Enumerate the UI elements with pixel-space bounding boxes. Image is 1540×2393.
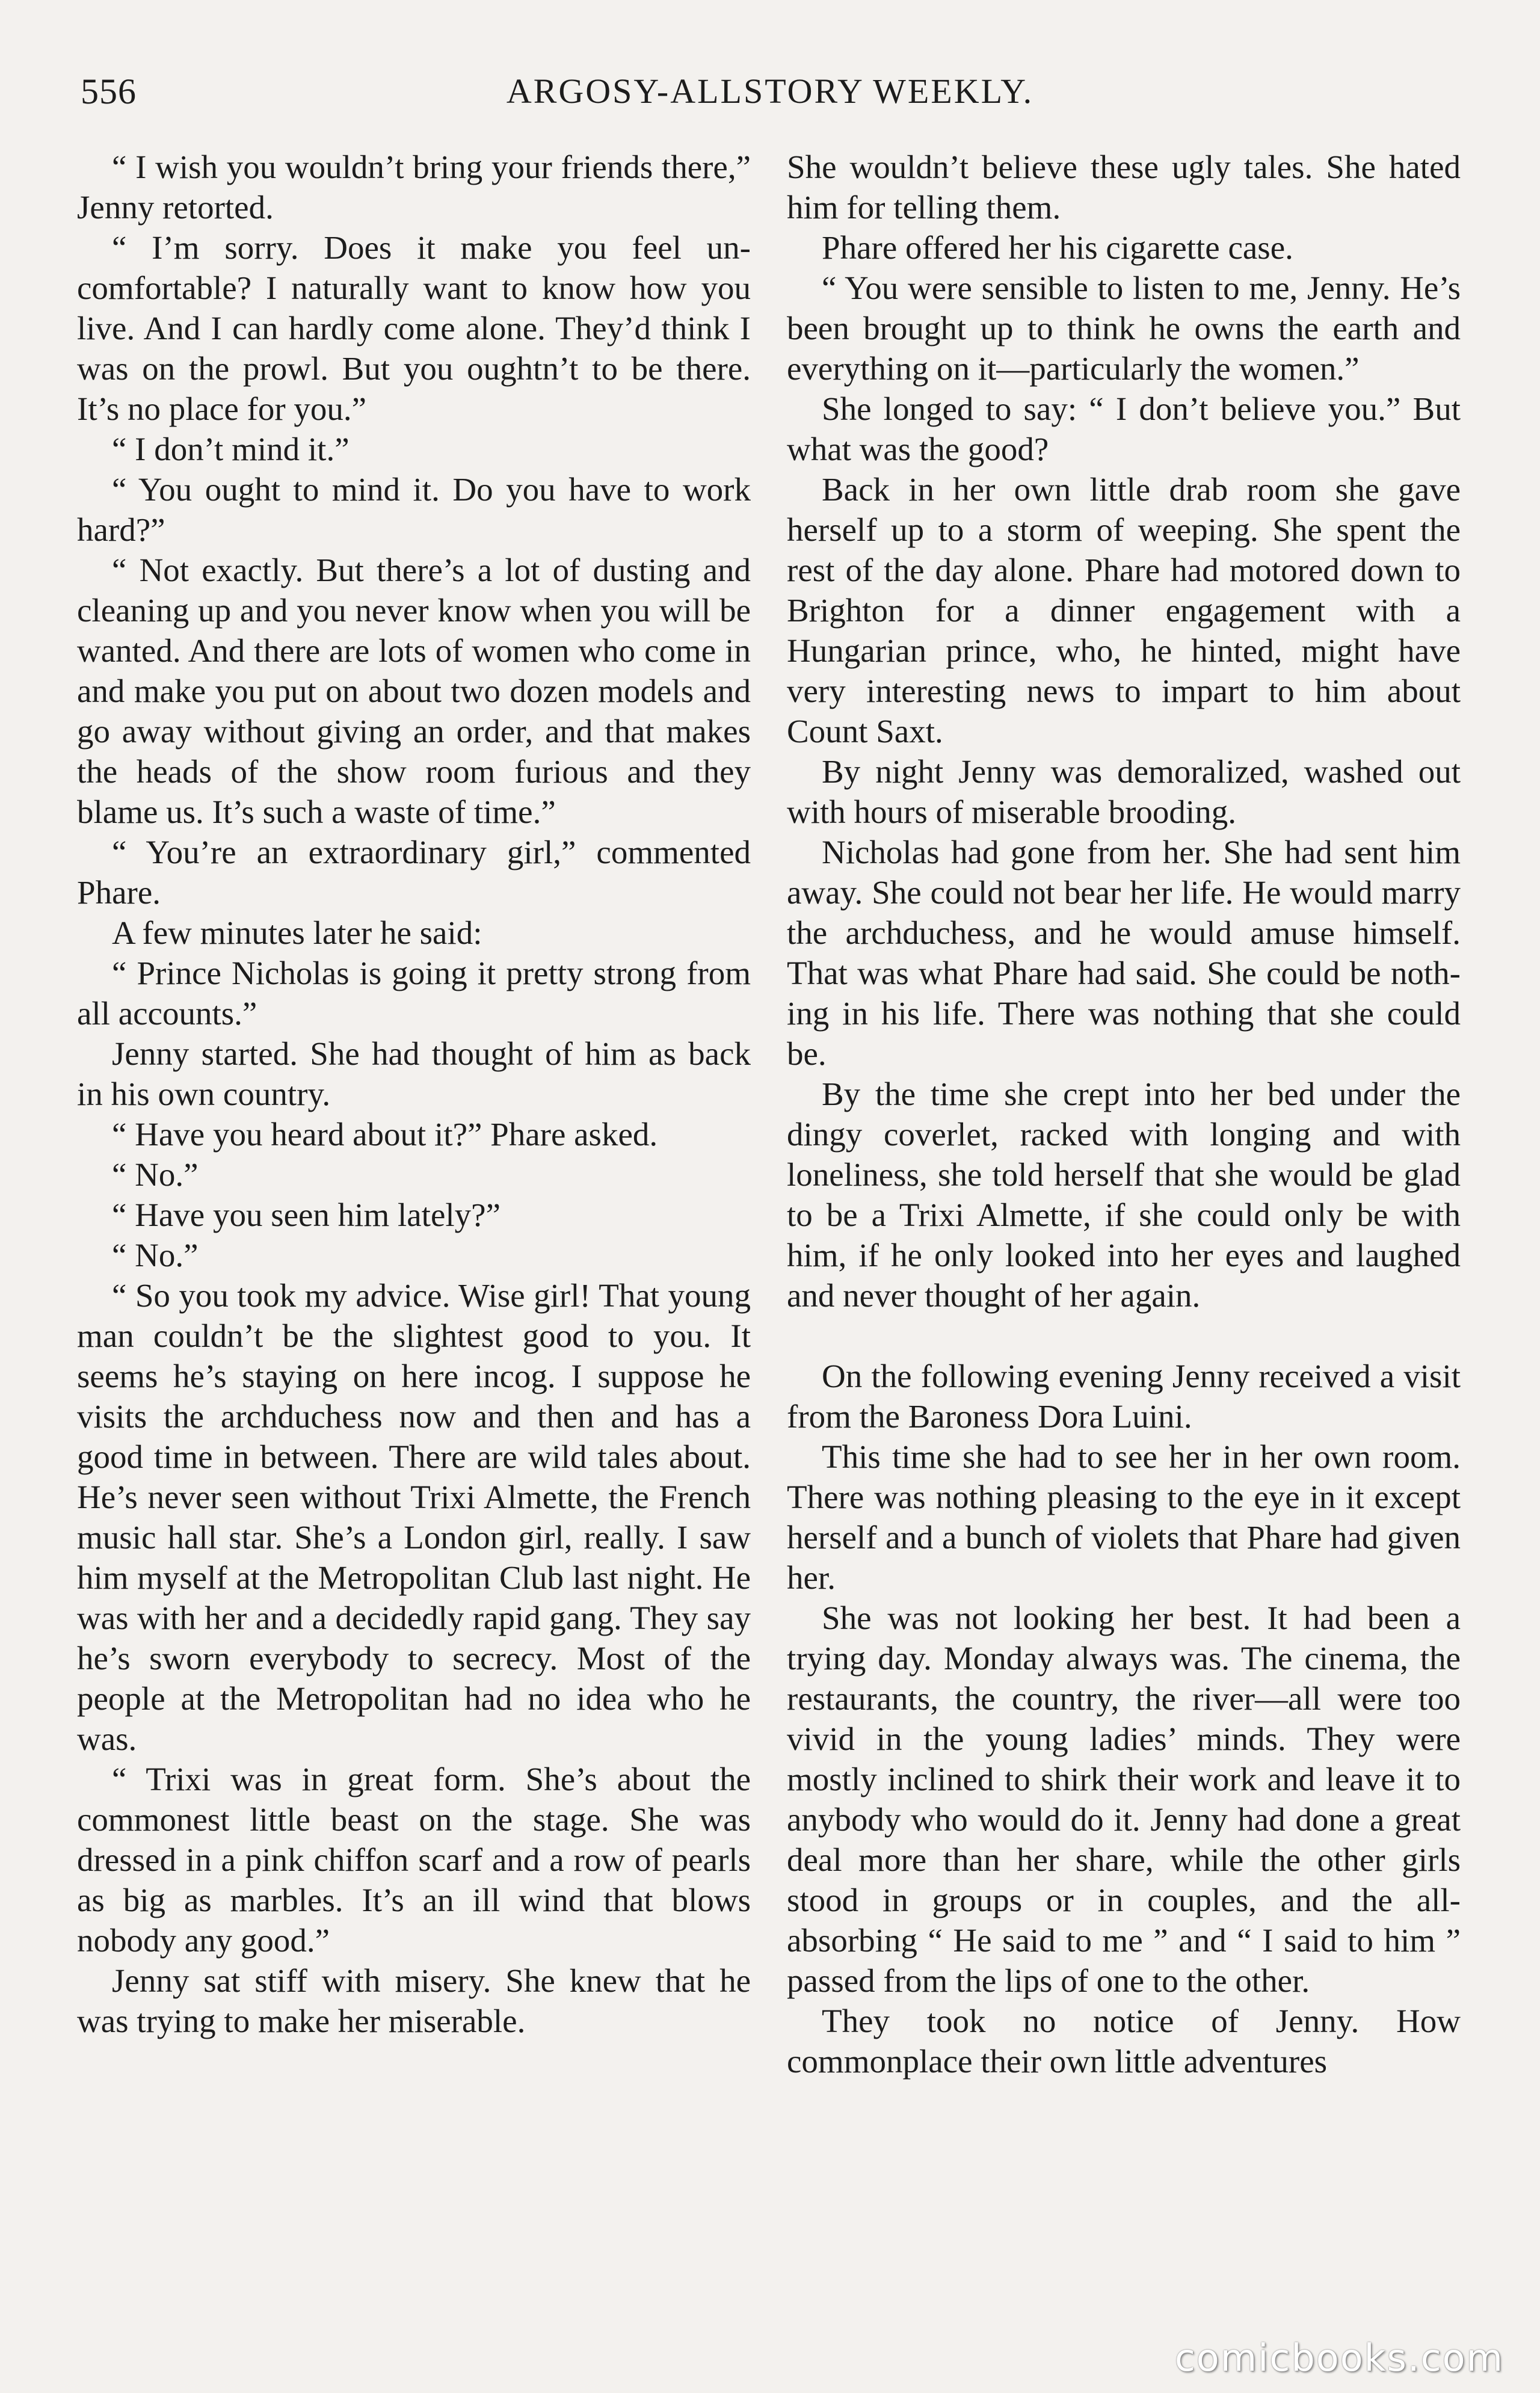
paragraph: Jenny started. She had thought of him as back in his own country. — [77, 1035, 751, 1112]
paragraph: By the time she crept into her bed under the dingy coverlet, racked with longing and with loneliness, she told herself that she would be glad to be a Trixi Almette, if she could only be with him, if he only looked into her eyes and laughed and never thought of her again. — [787, 1076, 1461, 1314]
paragraph: “ So you took my advice. Wise girl! That young man couldn’t be the slightest good to you. It seems he’s staying on here incog. I suppose he visits the archduchess now and then and has a good time in between. There are wild tales about. He’s never seen without Trixi Almette, the French music hall star. She’s a London girl, really. I saw him myself at the Metropolitan Club last night. He was with her and a decidedly rapid gang. They say he’s sworn everybody to secrecy. Most of the people at the Metropolitan had no idea who he was. — [77, 1277, 751, 1757]
paragraph: By night Jenny was demoralized, washed out with hours of miserable brooding. — [787, 753, 1461, 830]
watermark: comicbooks.com — [1174, 2336, 1504, 2380]
paragraph: “ I’m sorry. Does it make you feel uncomfortable? I naturally want to know how you live. And I can hardly come alone. They’d think I was on the prowl. But you oughtn’t to be there. It’s no place for you.” — [77, 229, 751, 427]
page-number: 556 — [81, 72, 137, 111]
paragraph: “ Not exactly. But there’s a lot of dusting and cleaning up and you never know when you will be wanted. And there are lots of women who come in and make you put on about two dozen models and go away without giving an order, and that makes the heads of the show room furious and they blame us. It’s such a waste of time.” — [77, 552, 751, 830]
paragraph-after-section-break: On the following evening Jenny received a visit from the Baroness Dora Luini. — [787, 1358, 1461, 1435]
paragraph: Jenny sat stiff with misery. She knew that he was trying to make her miserable. — [77, 1962, 751, 2039]
paragraph: “ You ought to mind it. Do you have to work hard?” — [77, 471, 751, 548]
paragraph: “ You’re an extraordinary girl,” commented Phare. — [77, 834, 751, 911]
paragraph: “ I wish you wouldn’t bring your friends there,” Jenny retorted. — [77, 149, 751, 226]
paragraph: This time she had to see her in her own room. There was nothing pleasing to the eye in it except herself and a bunch of violets that Phare had given her. — [787, 1438, 1461, 1596]
paragraph: She was not looking her best. It had been a trying day. Monday always was. The cinema, the restaurants, the country, the river—all were too vivid in the young ladies’ minds. They were mostly inclined to shirk their work and leave it to anybody who would do it. Jenny had done a great deal more than her share, while the other girls stood in groups or in couples, and the all-absorbing “ He said to me ” and “ I said to him ” passed from the lips of one to the other. — [787, 1600, 1461, 1999]
page-header — [81, 71, 1459, 119]
paragraph: She longed to say: “ I don’t believe you.” But what was the good? — [787, 390, 1461, 467]
paragraph: A few minutes later he said: — [112, 914, 482, 951]
paragraph: “ No.” — [112, 1237, 199, 1273]
running-title: ARGOSY-ALLSTORY WEEKLY. — [506, 72, 1034, 111]
paragraph: “ Have you seen him lately?” — [112, 1196, 500, 1233]
paragraph: Phare offered her his cigarette case. — [822, 229, 1293, 266]
paragraph: “ Prince Nicholas is going it pretty strong from all accounts.” — [77, 955, 751, 1032]
paragraph: “ Trixi was in great form. She’s about the commonest little beast on the stage. She was dressed in a pink chiffon scarf and a row of pearls as big as marbles. It’s an ill wind that blows nobody any good.” — [77, 1761, 751, 1959]
paragraph: Nicholas had gone from her. She had sent him away. She could not bear her life. He would marry the archduchess, and he would amuse himself. That was what Phare had said. She could be nothing in his life. There was nothing that she could be. — [787, 834, 1461, 1072]
left-column — [77, 147, 751, 2041]
paragraph-continued: She wouldn’t believe these ugly tales. She hated him for telling them. — [787, 149, 1461, 226]
paragraph: They took no notice of Jenny. How commonplace their own little adventures — [787, 2003, 1461, 2080]
paragraph: Back in her own little drab room she gave herself up to a storm of weeping. She spent the rest of the day alone. Phare had motored down to Brighton for a dinner engagement with a Hungarian prince, who, he hinted, might have very interesting news to impart to him about Count Saxt. — [787, 471, 1461, 750]
paragraph: “ No.” — [112, 1156, 199, 1193]
paragraph: “ I don’t mind it.” — [112, 431, 350, 467]
right-column — [787, 147, 1461, 2081]
paragraph: “ You were sensible to listen to me, Jenny. He’s been brought up to think he owns the earth and everything on it—particularly the women.” — [787, 269, 1461, 387]
paragraph: “ Have you heard about it?” Phare asked. — [112, 1116, 658, 1153]
